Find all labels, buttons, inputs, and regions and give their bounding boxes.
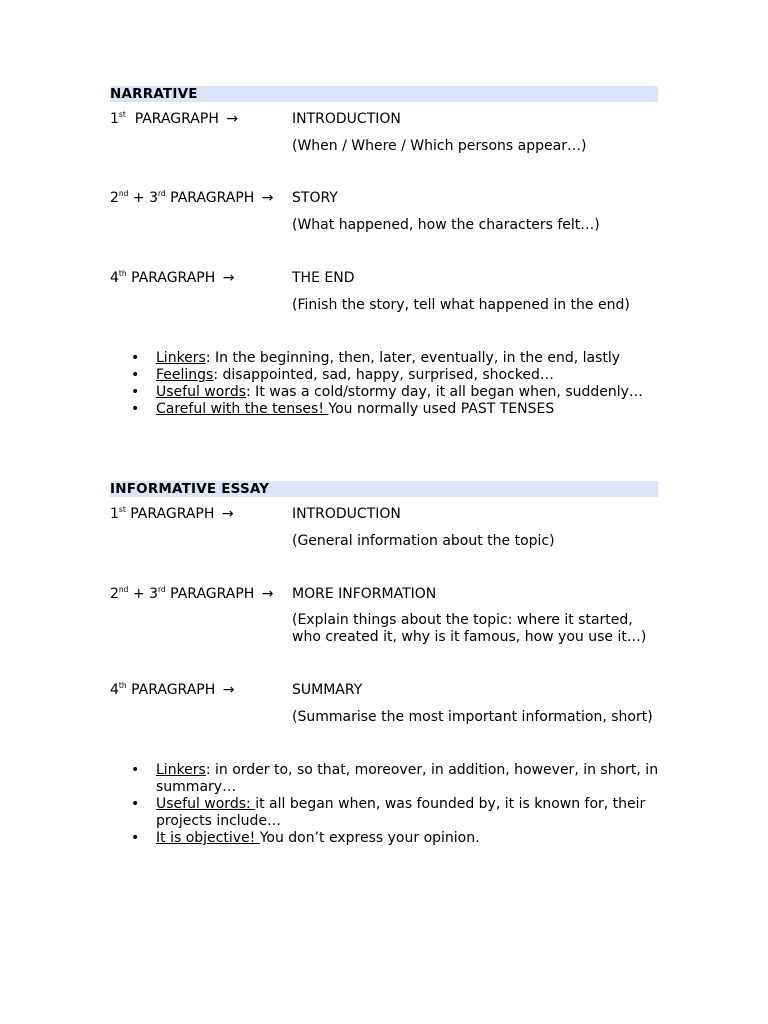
paragraph-word: PARAGRAPH: [170, 190, 255, 206]
informative-tips-list: [110, 762, 662, 847]
ordinal-suffix: nd: [118, 585, 129, 594]
paragraph-number-second: + 3: [128, 586, 158, 602]
paragraph-title: INTRODUCTION: [292, 111, 401, 127]
paragraph-description: (What happened, how the characters felt…): [292, 217, 600, 233]
paragraph-title: INTRODUCTION: [292, 506, 401, 522]
tip-separator: :: [246, 796, 256, 812]
paragraph-description: (General information about the topic): [292, 533, 555, 549]
ordinal-suffix: nd: [118, 189, 129, 198]
bullet-icon: •: [131, 762, 140, 778]
tip-text: disappointed, sad, happy, surprised, shocked…: [218, 367, 554, 383]
paragraph-description: (Summarise the most important information, short): [292, 709, 653, 725]
paragraph-label: [110, 111, 238, 128]
list-item: [110, 350, 670, 367]
tip-label: Careful with the tenses!: [156, 401, 329, 417]
ordinal-suffix: th: [118, 681, 127, 690]
tip-label: Useful words: [156, 796, 247, 812]
paragraph-word: PARAGRAPH: [131, 270, 216, 286]
paragraph-description: (When / Where / Which persons appear…): [292, 138, 587, 154]
ordinal-suffix: th: [118, 269, 127, 278]
tip-label: It is objective!: [156, 830, 260, 846]
arrow-right-icon: →: [261, 586, 274, 602]
paragraph-title: SUMMARY: [292, 682, 363, 698]
list-item: [110, 796, 662, 830]
arrow-right-icon: →: [226, 111, 239, 127]
tip-text: it all began when, was founded by, it is known for, their projects include…: [156, 796, 646, 829]
ordinal-suffix: st: [118, 110, 126, 119]
paragraph-label: [110, 506, 234, 523]
bullet-icon: •: [131, 401, 140, 417]
paragraph-word: PARAGRAPH: [170, 586, 255, 602]
paragraph-description-line-2: who created it, why is it famous, how you use it…): [292, 629, 647, 645]
paragraph-title: THE END: [292, 270, 355, 286]
bullet-icon: •: [131, 367, 140, 383]
narrative-tips-list: [110, 350, 670, 418]
tip-label: Feelings: [156, 367, 214, 383]
paragraph-title: MORE INFORMATION: [292, 586, 437, 602]
tip-separator: :: [205, 762, 211, 778]
paragraph-title: STORY: [292, 190, 338, 206]
tip-separator: :: [213, 367, 219, 383]
arrow-right-icon: →: [221, 506, 234, 522]
section-heading-narrative: NARRATIVE: [110, 86, 658, 102]
paragraph-label: [110, 270, 234, 287]
list-item: [110, 762, 662, 796]
arrow-right-icon: →: [261, 190, 274, 206]
paragraph-word: PARAGRAPH: [130, 506, 215, 522]
paragraph-number: 1: [110, 111, 119, 127]
paragraph-number: 4: [110, 270, 119, 286]
bullet-icon: •: [131, 384, 140, 400]
paragraph-number: 4: [110, 682, 119, 698]
paragraph-word: PARAGRAPH: [131, 682, 216, 698]
tip-text: You don’t express your opinion.: [259, 830, 480, 846]
arrow-right-icon: →: [222, 682, 235, 698]
paragraph-number: 1: [110, 506, 119, 522]
bullet-icon: •: [131, 830, 140, 846]
paragraph-number: 2: [110, 190, 119, 206]
arrow-right-icon: →: [222, 270, 235, 286]
paragraph-label: [110, 190, 274, 207]
ordinal-suffix: st: [118, 505, 126, 514]
paragraph-number: 2: [110, 586, 119, 602]
paragraph-number-second: + 3: [128, 190, 158, 206]
ordinal-suffix: rd: [157, 189, 166, 198]
list-item: [110, 830, 662, 847]
bullet-icon: •: [131, 350, 140, 366]
section-heading-informative-essay: INFORMATIVE ESSAY: [110, 481, 658, 497]
list-item: [110, 384, 670, 401]
paragraph-word: PARAGRAPH: [134, 111, 219, 127]
tip-separator: :: [205, 350, 211, 366]
list-item: [110, 401, 670, 418]
tip-text: In the beginning, then, later, eventually, in the end, lastly: [210, 350, 621, 366]
paragraph-description: (Explain things about the topic: where it started,: [292, 612, 633, 628]
paragraph-description: (Finish the story, tell what happened in the end): [292, 297, 630, 313]
tip-text: in order to, so that, moreover, in addition, however, in short, in summary…: [156, 762, 659, 795]
tip-text: It was a cold/stormy day, it all began when, suddenly…: [250, 384, 643, 400]
tip-label: Useful words: [156, 384, 247, 400]
ordinal-suffix: rd: [157, 585, 166, 594]
paragraph-label: [110, 682, 234, 699]
paragraph-label: [110, 586, 274, 603]
bullet-icon: •: [131, 796, 140, 812]
tip-separator: :: [246, 384, 251, 400]
tip-label: Linkers: [156, 350, 206, 366]
tip-text: You normally used PAST TENSES: [328, 401, 555, 417]
tip-label: Linkers: [156, 762, 206, 778]
list-item: [110, 367, 670, 384]
